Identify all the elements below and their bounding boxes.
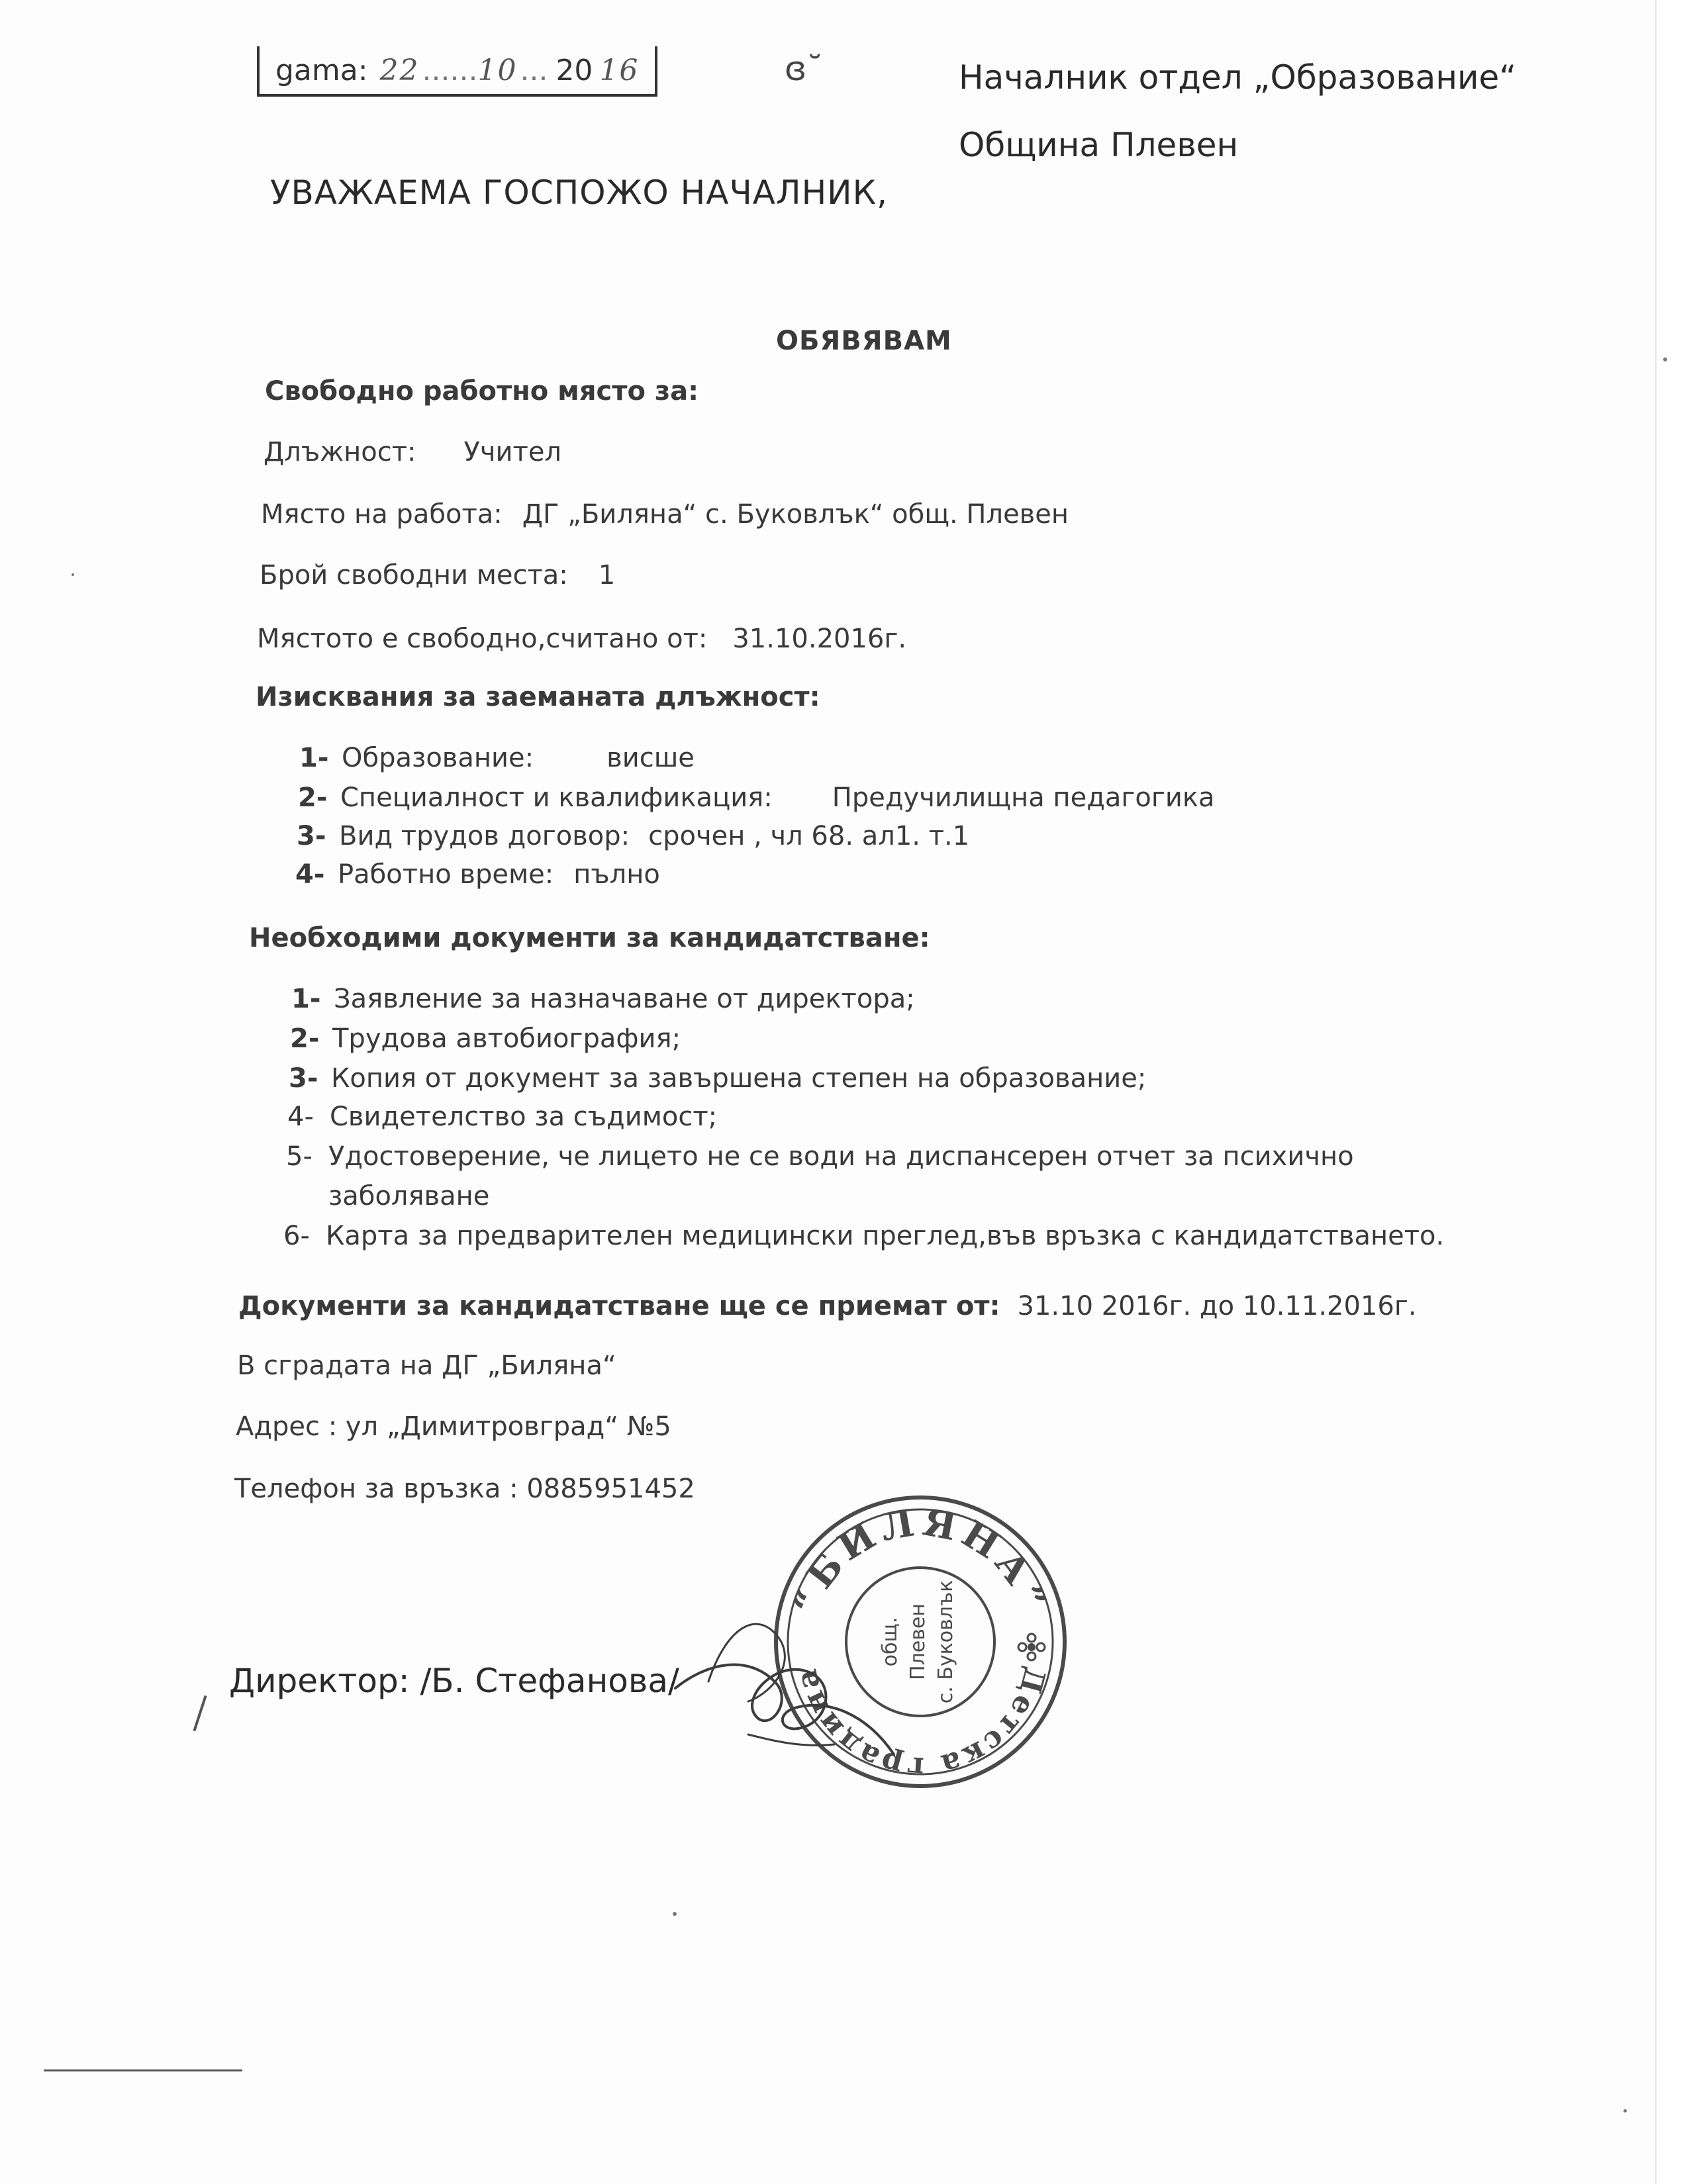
requirement-label: Работно време: bbox=[338, 859, 554, 890]
handwritten-mark-icon: ɞ˘ bbox=[785, 50, 824, 88]
document-item-continuation: заболяване bbox=[328, 1181, 490, 1211]
free-from-value: 31.10.2016г. bbox=[732, 624, 907, 654]
scan-speck bbox=[1663, 357, 1667, 361]
workplace-row bbox=[261, 499, 1069, 530]
contact-phone: Телефон за връзка : 0885951452 bbox=[234, 1474, 695, 1504]
free-from-label: Мястото е свободно,считано от: bbox=[257, 624, 708, 654]
salutation: УВАЖАЕМА ГОСПОЖО НАЧАЛНИК, bbox=[270, 173, 888, 212]
document-item: 6- Карта за предварителен медицински преглед,във връзка с кандидатстването. bbox=[283, 1221, 1445, 1251]
stamp-center-line-3: с. Буковлък bbox=[934, 1580, 957, 1704]
pen-mark bbox=[193, 1695, 207, 1731]
requirement-value: Предучилищна педагогика bbox=[832, 783, 1215, 813]
workplace-value: ДГ „Биляна“ с. Буковлък“ общ. Плевен bbox=[522, 499, 1069, 530]
acceptance-label: Документи за кандидатстване ще се приемат от: bbox=[238, 1291, 1000, 1321]
acceptance-value: 31.10 2016г. до 10.11.2016г. bbox=[1017, 1291, 1417, 1321]
requirement-value: срочен , чл 68. ал1. т.1 bbox=[648, 821, 970, 851]
scan-edge bbox=[1655, 0, 1689, 2184]
document-item: 1- Заявление за назначаване от директора; bbox=[291, 984, 915, 1014]
stamp-type-text: Детска градина bbox=[789, 1663, 1052, 1785]
addressee-line-1: Началник отдел „Образование“ bbox=[959, 58, 1517, 97]
date-stamp-year-prefix: 20 bbox=[555, 53, 593, 87]
position-label: Длъжност: bbox=[264, 437, 416, 467]
position-row bbox=[264, 437, 561, 467]
stamp-center-line-2: Плевен bbox=[906, 1603, 930, 1680]
footer-rule bbox=[44, 2069, 242, 2071]
date-stamp-month: 10 bbox=[477, 53, 518, 87]
document-item: 5- Удостоверение, че лицето не се води на диспансерен отчет за психично bbox=[286, 1141, 1354, 1172]
stamp-flower-icon bbox=[1018, 1634, 1045, 1660]
requirements-title: Изисквания за заеманата длъжност: bbox=[256, 682, 820, 712]
stamp-name-text: “БИЛЯНА” bbox=[784, 1500, 1057, 1621]
requirement-item: 3- Вид трудов договор: срочен , чл 68. ал1. т.1 bbox=[297, 821, 970, 851]
scan-speck bbox=[673, 1912, 677, 1916]
date-stamp-day: 22 bbox=[379, 53, 420, 87]
requirement-label: Вид трудов договор: bbox=[339, 821, 630, 851]
contact-address: Адрес : ул „Димитровград“ №5 bbox=[236, 1411, 671, 1442]
requirement-label: Специалност и квалификация: bbox=[340, 783, 773, 813]
position-value: Учител bbox=[463, 437, 561, 467]
requirement-value: пълно bbox=[573, 859, 660, 890]
document-item: 4- Свидетелство за съдимост; bbox=[287, 1102, 718, 1132]
date-stamp: gama: 22 ...... 10 ... 20 16 bbox=[257, 46, 657, 97]
free-from-row bbox=[257, 624, 906, 654]
date-stamp-year: 16 bbox=[599, 53, 640, 87]
documents-title: Необходими документи за кандидатстване: bbox=[249, 923, 930, 953]
requirement-label: Образование: bbox=[342, 743, 534, 773]
signature-svg bbox=[669, 1582, 907, 1774]
scan-speck bbox=[72, 573, 74, 576]
handwritten-signature bbox=[669, 1582, 907, 1774]
requirement-item: 2- Специалност и квалификация: Предучилищна педагогика bbox=[298, 783, 1215, 813]
acceptance-row bbox=[238, 1291, 1417, 1321]
date-stamp-label: gama: bbox=[275, 53, 368, 87]
addressee-line-2: Община Плевен bbox=[959, 126, 1239, 164]
count-label: Брой свободни места: bbox=[260, 560, 568, 591]
document-item: 2- Трудова автобиография; bbox=[290, 1023, 681, 1054]
workplace-label: Място на работа: bbox=[261, 499, 503, 530]
requirement-value: висше bbox=[606, 743, 695, 773]
contact-building: В сградата на ДГ „Биляна“ bbox=[237, 1351, 616, 1381]
requirement-item: 4- Работно време: пълно bbox=[295, 859, 660, 890]
announce-heading: ОБЯВЯВАМ bbox=[776, 326, 952, 356]
document-item: 3- Копия от документ за завършена степен на образование; bbox=[289, 1063, 1147, 1094]
count-value: 1 bbox=[598, 560, 616, 591]
scan-speck bbox=[1623, 2109, 1627, 2113]
director-signature-line: Директор: /Б. Стефанова/ bbox=[229, 1662, 679, 1700]
stamp-center-line-1: общ. bbox=[879, 1617, 902, 1667]
count-row bbox=[260, 560, 615, 591]
vacancy-section-title: Свободно работно място за: bbox=[265, 376, 699, 406]
requirement-item: 1- Образование: висше bbox=[299, 743, 695, 773]
